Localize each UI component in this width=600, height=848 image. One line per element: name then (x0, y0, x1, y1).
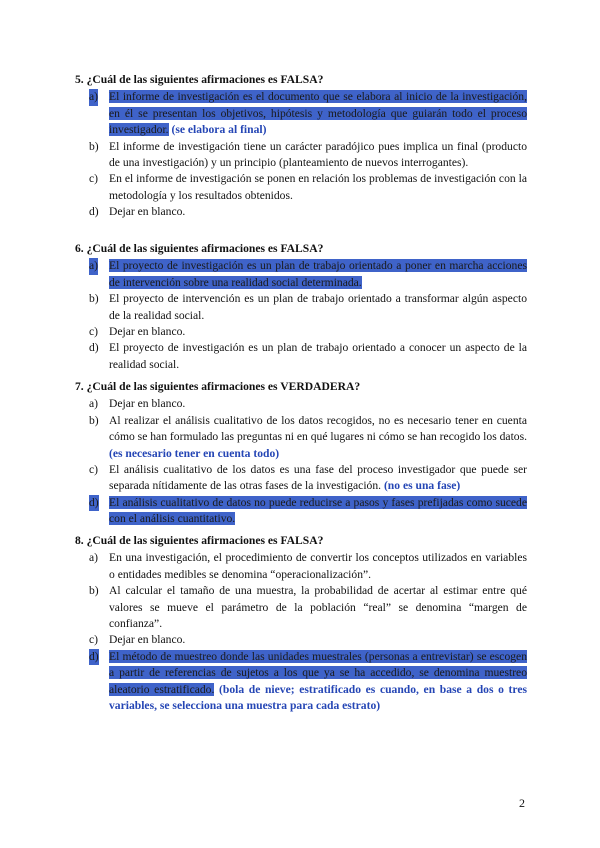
question-title: 7. ¿Cuál de las siguientes afirmaciones es VERDADERA? (75, 380, 361, 393)
option-letter: c) (89, 172, 99, 186)
option-letter: b) (89, 413, 99, 427)
option-letter: d) (89, 649, 99, 665)
option-text: Dejar en blanco. (109, 397, 186, 411)
option-text: El proyecto de investigación es un plan de trabajo orientado a conocer un aspecto de la realidad social. (109, 341, 527, 371)
option-letter: d) (89, 205, 99, 219)
option-letter: b) (89, 139, 99, 153)
option-note: (no es una fase) (383, 479, 461, 493)
question-title: 8. ¿Cuál de las siguientes afirmaciones es FALSA? (75, 534, 324, 547)
option-text: Al calcular el tamaño de una muestra, la probabilidad de acertar al estimar entre qué valores se mueve el parámetro de la población “real” se denomina “margen de confianza”. (109, 584, 527, 631)
option-letter: b) (89, 584, 99, 598)
question-title: 5. ¿Cuál de las siguientes afirmaciones es FALSA? (75, 73, 324, 86)
options-list (89, 396, 527, 527)
option-text: El análisis cualitativo de los datos es una fase del proceso investigador que puede ser separada nítidamente de las otras fases de la investigación. (109, 463, 527, 493)
option-note: (bola de nieve; estratificado es cuando, en base a dos o tres variables, se selecciona una muestra para cada estrato) (109, 682, 527, 713)
page-number: 2 (519, 796, 525, 810)
option-text: Dejar en blanco. (109, 205, 186, 219)
option-text: El análisis cualitativo de datos no puede reducirse a pasos y fases prefijadas como sucede con el análisis cuantitativo. (109, 495, 527, 526)
option-b (89, 413, 527, 462)
option-a (89, 89, 527, 138)
question-title: 6. ¿Cuál de las siguientes afirmaciones es FALSA? (75, 242, 324, 255)
option-letter: c) (89, 463, 99, 477)
option-c (89, 324, 527, 340)
question-8 (75, 533, 527, 714)
option-letter: d) (89, 495, 99, 511)
question-7 (75, 379, 527, 528)
option-text: En el informe de investigación se ponen en relación los problemas de investigación con la metodología y los resultados obtenidos. (109, 172, 527, 202)
option-note: (es necesario tener en cuenta todo) (109, 446, 280, 460)
option-d (89, 340, 527, 373)
option-c (89, 632, 527, 648)
option-a (89, 550, 527, 583)
option-c (89, 462, 527, 495)
option-letter: a) (89, 397, 99, 411)
option-text: En una investigación, el procedimiento de convertir los conceptos utilizados en variables o entidades medibles se denomina “operacionalización”. (109, 551, 527, 581)
option-letter: c) (89, 325, 99, 339)
option-letter: d) (89, 341, 99, 355)
option-letter: a) (89, 258, 98, 274)
option-d (89, 495, 527, 528)
option-a (89, 396, 527, 412)
option-d (89, 649, 527, 715)
option-text: El proyecto de investigación es un plan de trabajo orientado a poner en marcha acciones de intervención sobre una realidad social determinada. (109, 259, 527, 289)
option-letter: a) (89, 551, 99, 565)
option-text: Dejar en blanco. (109, 633, 186, 647)
option-text: Al realizar el análisis cualitativo de los datos recogidos, no es necesario tener en cuenta cómo se han formulado las preguntas ni en qué lugares ni cómo se han recogido los datos. (109, 413, 527, 444)
option-text: El informe de investigación es el documento que se elabora al inicio de la investigación, en él se presentan los objetivos, hipótesis y metodología que guiarán todo el proceso investigador. (109, 90, 527, 137)
option-text: Dejar en blanco. (109, 325, 186, 339)
option-text: El proyecto de intervención es un plan de trabajo orientado a transformar algún aspecto de la realidad social. (109, 292, 527, 322)
options-list (89, 258, 527, 373)
option-b (89, 583, 527, 632)
option-d (89, 204, 527, 220)
option-c (89, 171, 527, 204)
option-a (89, 258, 527, 291)
option-text: El informe de investigación tiene un carácter paradójico pues implica un final (producto de una investigación) y un principio (planteamiento de nuevos interrogantes). (109, 139, 527, 170)
option-letter: c) (89, 633, 99, 647)
options-list (89, 89, 527, 220)
question-6 (75, 241, 527, 373)
option-note: (se elabora al final) (171, 123, 267, 137)
option-letter: b) (89, 292, 99, 306)
options-list (89, 550, 527, 714)
question-5 (75, 72, 527, 221)
option-text: El método de muestreo donde las unidades muestrales (personas a entrevistar) se escogen a partir de referencias de sujetos a los que ya se ha accedido, se denomina muestreo aleatorio estratificado. (109, 649, 527, 696)
option-b (89, 291, 527, 324)
option-b (89, 139, 527, 172)
option-letter: a) (89, 89, 98, 105)
